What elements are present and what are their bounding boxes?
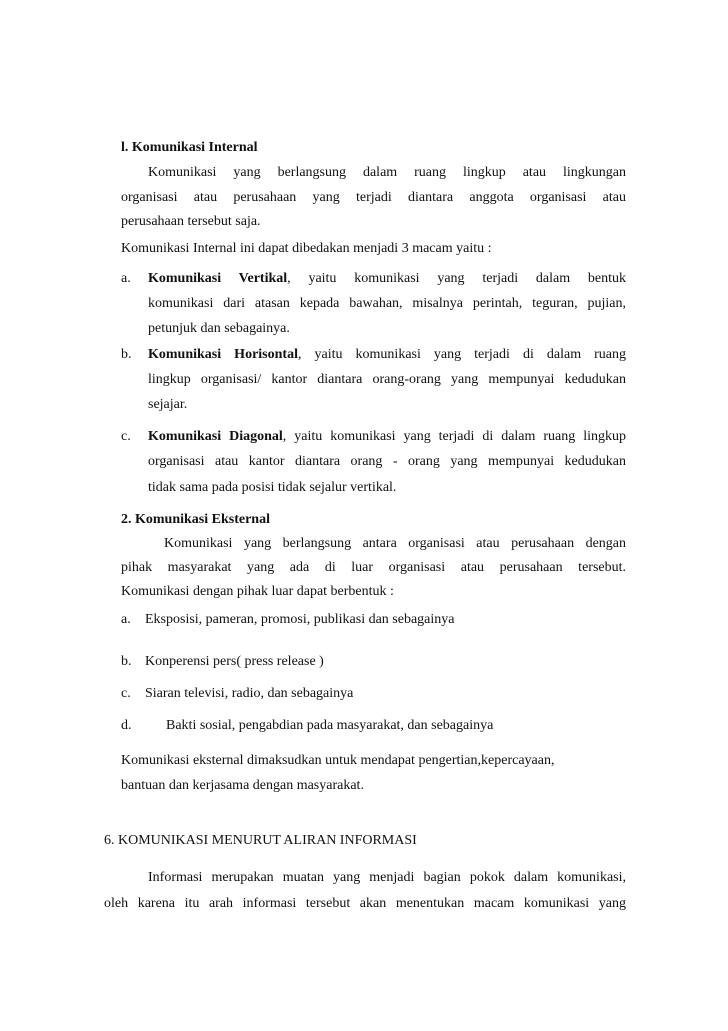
list-marker: c.: [121, 686, 131, 701]
paragraph-line: Komunikasi yang berlangsung dalam ruang lingkup atau lingkungan: [148, 165, 626, 180]
paragraph-line: pihak masyarakat yang ada di luar organisasi atau perusahaan tersebut.: [121, 560, 626, 575]
paragraph-line: organisasi atau perusahaan yang terjadi diantara anggota organisasi atau: [121, 190, 626, 205]
section-heading-6: 6. KOMUNIKASI MENURUT ALIRAN INFORMASI: [104, 833, 417, 848]
paragraph-line: Komunikasi eksternal dimaksudkan untuk mendapat pengertian,kepercayaan,: [121, 753, 555, 768]
list-item: Eksposisi, pameran, promosi, publikasi dan sebagainya: [145, 612, 455, 627]
list-item-line: petunjuk dan sebagainya.: [148, 321, 290, 336]
list-marker: c.: [121, 429, 131, 444]
list-item-term: Komunikasi Diagonal: [148, 429, 283, 444]
paragraph-line: Komunikasi Internal ini dapat dibedakan menjadi 3 macam yaitu :: [121, 241, 492, 256]
paragraph-line: oleh karena itu arah informasi tersebut akan menentukan macam komunikasi yang: [104, 896, 626, 911]
list-item-line: lingkup organisasi/ kantor diantara orang-orang yang mempunyai kedudukan: [148, 372, 626, 387]
section-heading-internal: l. Komunikasi Internal: [121, 140, 258, 155]
list-item-first-line: Komunikasi Diagonal, yaitu komunikasi yang terjadi di dalam ruang lingkup: [148, 429, 626, 444]
list-marker: a.: [121, 612, 131, 627]
paragraph-line: Komunikasi dengan pihak luar dapat berbentuk :: [121, 584, 394, 599]
list-item: Konperensi pers( press release ): [145, 654, 324, 669]
list-item-line: tidak sama pada posisi tidak sejalur vertikal.: [148, 480, 397, 495]
paragraph-line: Informasi merupakan muatan yang menjadi bagian pokok dalam komunikasi,: [148, 870, 626, 885]
list-marker: a.: [121, 271, 131, 286]
list-marker: b.: [121, 347, 132, 362]
list-item: Siaran televisi, radio, dan sebagainya: [145, 686, 354, 701]
paragraph-line: Komunikasi yang berlangsung antara organisasi atau perusahaan dengan: [164, 536, 626, 551]
list-marker: b.: [121, 654, 132, 669]
list-item-line: komunikasi dari atasan kepada bawahan, misalnya perintah, teguran, pujian,: [148, 296, 626, 311]
list-item-term: Komunikasi Vertikal: [148, 271, 288, 286]
list-item-line: sejajar.: [148, 397, 188, 412]
list-item-first-line: Komunikasi Vertikal, yaitu komunikasi yang terjadi dalam bentuk: [148, 271, 626, 286]
list-item: Bakti sosial, pengabdian pada masyarakat, dan sebagainya: [166, 718, 494, 733]
list-item-line: organisasi atau kantor diantara orang - orang yang mempunyai kedudukan: [148, 454, 626, 469]
list-marker: d.: [121, 718, 132, 733]
list-item-term: Komunikasi Horisontal: [148, 347, 298, 362]
paragraph-line: perusahaan tersebut saja.: [121, 214, 261, 229]
section-heading-external: 2. Komunikasi Eksternal: [121, 512, 270, 527]
paragraph-line: bantuan dan kerjasama dengan masyarakat.: [121, 778, 364, 793]
list-item-first-line: Komunikasi Horisontal, yaitu komunikasi yang terjadi di dalam ruang: [148, 347, 626, 362]
